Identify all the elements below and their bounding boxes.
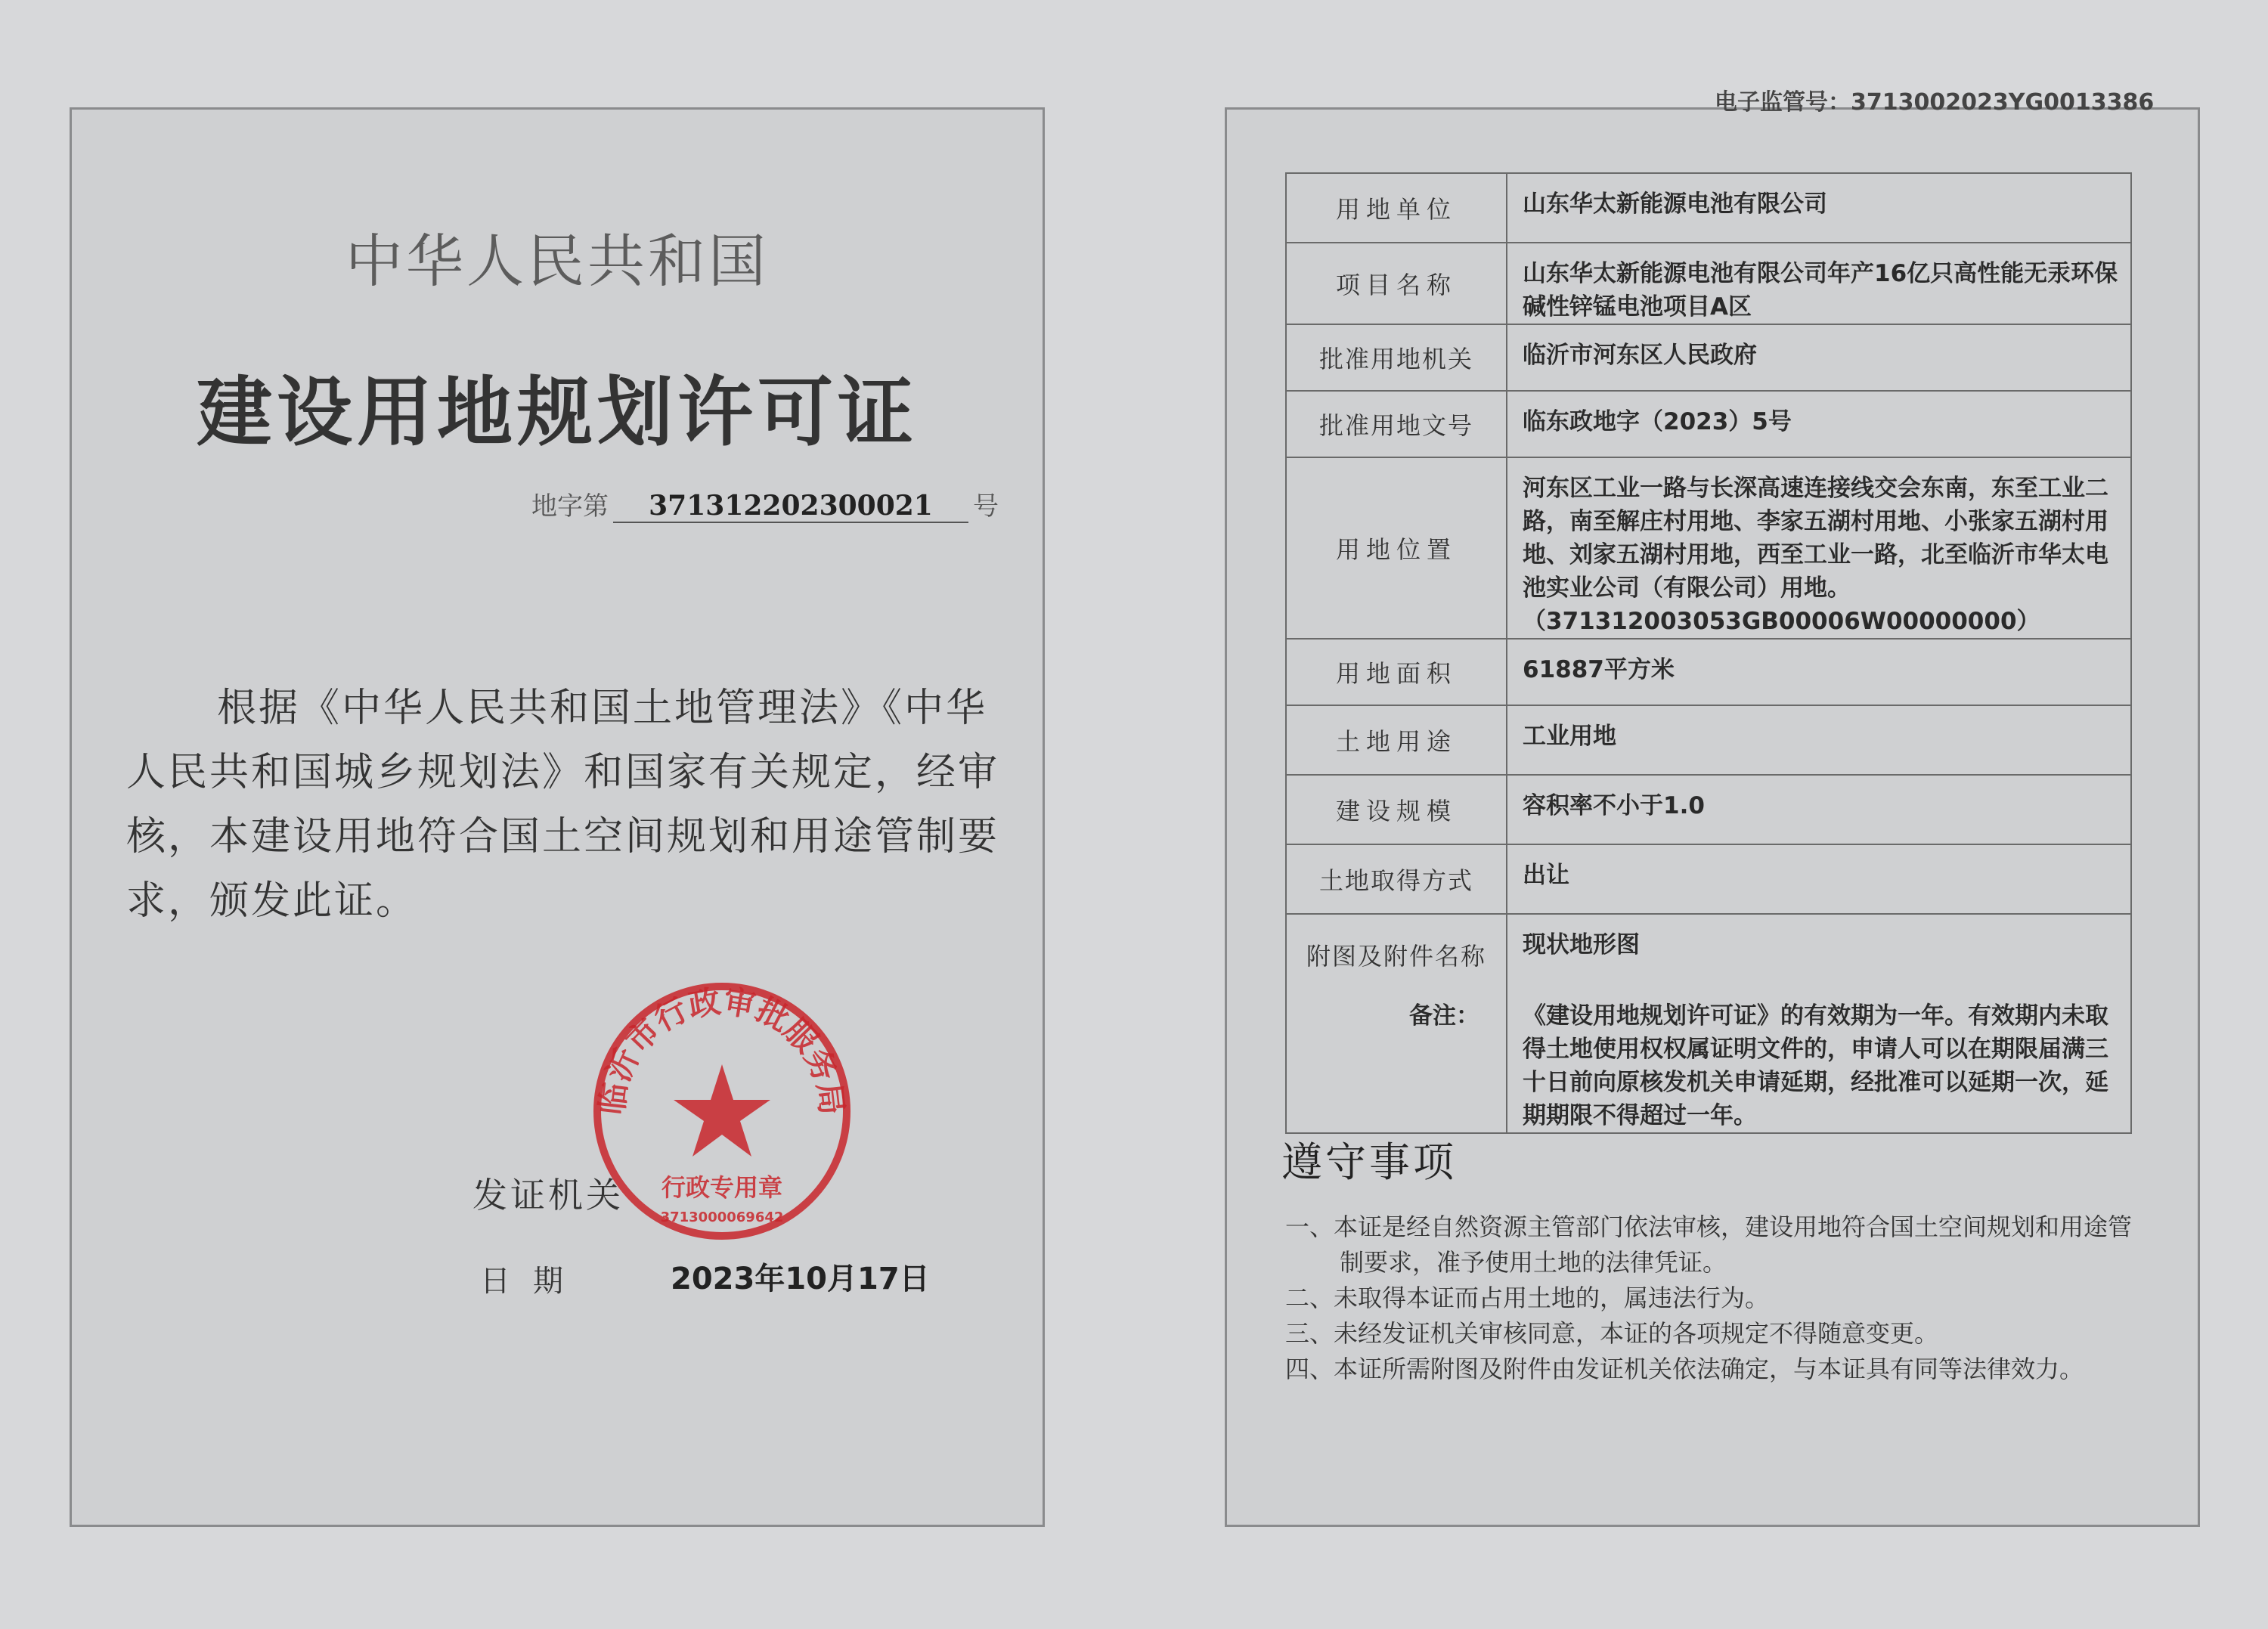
certificate-cover-page <box>70 107 1045 1527</box>
remark-text: 《建设用地规划许可证》的有效期为一年。有效期内未取得土地使用权权属证明文件的，申请人可以在期限届满三十日前向原核发机关申请延期，经批准可以延期一次，延期期限不得超过一年。 <box>1523 1002 2108 1129</box>
info-label: 土地用途 <box>1286 705 1507 775</box>
info-label: 用地位置 <box>1286 457 1507 639</box>
info-label: 用地单位 <box>1286 173 1507 243</box>
info-label: 建设规模 <box>1286 775 1507 844</box>
certificate-statement: 根据《中华人民共和国土地管理法》《中华人民共和国城乡规划法》和国家有关规定，经审核，本建设用地符合国土空间规划和用途管制要求，颁发此证。 <box>126 686 1000 924</box>
info-row <box>1286 639 2131 705</box>
info-row <box>1286 705 2131 775</box>
cert-prefix: 地字第 <box>531 491 609 522</box>
info-value <box>1507 457 2131 639</box>
info-value <box>1409 914 2131 1133</box>
info-row <box>1286 914 2131 1133</box>
cert-suffix: 号 <box>973 491 999 522</box>
certificate-number <box>531 485 999 523</box>
svg-text:3713000069642: 3713000069642 <box>660 1209 784 1225</box>
info-row <box>1286 775 2131 844</box>
svg-text:行政专用章: 行政专用章 <box>661 1173 783 1202</box>
info-value <box>1507 324 2131 391</box>
issue-date: 2023年10月17日 <box>671 1262 930 1296</box>
info-value <box>1507 844 2131 914</box>
info-value <box>1507 173 2131 243</box>
star-icon <box>674 1064 770 1157</box>
official-seal-stamp <box>586 975 858 1247</box>
info-value <box>1507 243 2131 324</box>
info-value-text: 临东政地字（2023）5号 <box>1523 408 1792 435</box>
info-value-text: 山东华太新能源电池有限公司 <box>1523 190 1827 218</box>
info-value <box>1507 775 2131 844</box>
rule-item: 二、未取得本证而占用土地的，属违法行为。 <box>1285 1284 1770 1312</box>
info-label: 项目名称 <box>1286 243 1507 324</box>
remark-label: 备注： <box>1409 1002 1479 1030</box>
info-label: 批准用地文号 <box>1286 391 1507 457</box>
info-value <box>1507 391 2131 457</box>
electronic-supervision-number: 电子监管号：3713002023YG0013386 <box>1715 89 2155 116</box>
info-value-text: 61887平方米 <box>1523 656 1675 683</box>
svg-text:临沂市行政审批服务局: 临沂市行政审批服务局 <box>593 982 851 1117</box>
rule-item: 三、未经发证机关审核同意，本证的各项规定不得随意变更。 <box>1285 1319 1939 1348</box>
issuer-label: 发证机关 <box>472 1175 624 1216</box>
info-value-text: 现状地形图 <box>1523 931 1640 959</box>
info-value-text: 山东华太新能源电池有限公司年产16亿只高性能无汞环保碱性锌锰电池项目A区 <box>1523 260 2118 321</box>
info-value-text: 工业用地 <box>1523 723 1616 750</box>
info-row <box>1286 243 2131 324</box>
info-label: 土地取得方式 <box>1286 844 1507 914</box>
info-label: 用地面积 <box>1286 639 1507 705</box>
info-row <box>1286 391 2131 457</box>
info-value <box>1507 705 2131 775</box>
info-value-text: 临沂市河东区人民政府 <box>1523 342 1757 369</box>
cert-number-value: 371312202300021 <box>613 490 968 523</box>
rules-title: 遵守事项 <box>1281 1138 1457 1186</box>
date-label: 日期 <box>480 1264 586 1299</box>
rules-list <box>1285 1209 2139 1387</box>
info-value-text: 容积率不小于1.0 <box>1523 792 1705 819</box>
rule-item: 四、本证所需附图及附件由发证机关依法确定，与本证具有同等法律效力。 <box>1285 1355 2084 1383</box>
info-label: 批准用地机关 <box>1286 324 1507 391</box>
info-value-text: 河东区工业一路与长深高速连接线交会东南，东至工业二路，南至解庄村用地、李家五湖村用地、小张家五湖村用地、刘家五湖村用地，西至工业一路，北至临沂市华太电池实业公司（有限公司）用地。（371312003053GB00006W00000000） <box>1523 475 2108 635</box>
info-row <box>1286 173 2131 243</box>
info-label: 附图及附件名称 <box>1286 914 1507 1133</box>
country-name: 中华人民共和国 <box>345 228 769 295</box>
land-info-table <box>1285 172 2132 1134</box>
info-row <box>1286 844 2131 914</box>
info-row <box>1286 324 2131 391</box>
rule-item: 一、本证是经自然资源主管部门依法审核，建设用地符合国土空间规划和用途管制要求，准予使用土地的法律凭证。 <box>1285 1212 2133 1277</box>
info-row <box>1286 457 2131 639</box>
info-value-text: 出让 <box>1523 862 1569 889</box>
info-value <box>1507 639 2131 705</box>
certificate-title: 建设用地规划许可证 <box>197 368 918 457</box>
